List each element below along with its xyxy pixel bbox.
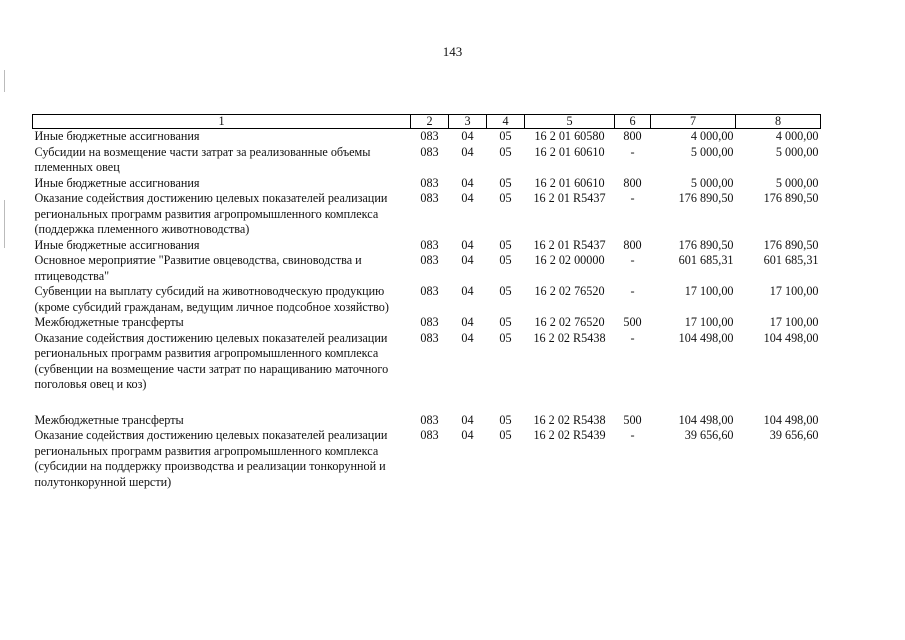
row-cell-4: 05 <box>499 253 512 267</box>
row-cell-5: 16 2 02 76520 <box>534 284 605 298</box>
row-name: Иные бюджетные ассигнования <box>34 175 200 190</box>
row-cell-8: 601 685,31 <box>763 253 819 267</box>
table-row <box>33 413 821 429</box>
row-cell-2: 083 <box>420 330 439 345</box>
row-cell-6: 800 <box>623 129 642 143</box>
column-header-5: 5 <box>525 115 615 129</box>
row-cell-8: 176 890,50 <box>763 191 819 205</box>
row-cell-4: 05 <box>499 428 512 442</box>
row-cell-3: 04 <box>461 129 474 143</box>
row-cell-8: 176 890,50 <box>763 237 819 252</box>
row-name: Субвенции на выплату субсидий на животноводческую продукцию (кроме субсидий гражданам, ведущим личное подсобное хозяйство) <box>34 284 389 314</box>
table-row <box>33 331 821 393</box>
row-cell-2: 083 <box>420 284 439 298</box>
row-name: Межбюджетные трансферты <box>34 315 184 329</box>
row-cell-5: 16 2 02 00000 <box>534 253 605 267</box>
row-cell-8: 5 000,00 <box>775 175 819 190</box>
row-name: Оказание содействия достижению целевых показателей реализации региональных программ развития агропромышленного комплекса (поддержка племенного животноводства) <box>34 191 388 236</box>
budget-table <box>32 114 821 490</box>
row-cell-8: 4 000,00 <box>775 129 819 143</box>
table-row <box>33 129 821 145</box>
row-cell-7: 176 890,50 <box>678 191 734 205</box>
row-cell-8: 17 100,00 <box>769 284 819 298</box>
row-cell-6: - <box>630 191 635 205</box>
row-cell-4: 05 <box>499 144 512 159</box>
row-cell-6: - <box>630 253 635 267</box>
row-cell-4: 05 <box>499 315 512 329</box>
row-cell-2: 083 <box>420 175 439 190</box>
row-cell-8: 104 498,00 <box>763 412 819 427</box>
row-cell-7: 104 498,00 <box>678 412 734 427</box>
row-cell-7: 4 000,00 <box>690 129 734 143</box>
row-cell-2: 083 <box>420 428 439 442</box>
table-row <box>33 145 821 176</box>
row-name: Межбюджетные трансферты <box>34 412 184 427</box>
row-cell-5: 16 2 02 R5439 <box>533 428 606 442</box>
row-cell-4: 05 <box>499 412 512 427</box>
row-cell-2: 083 <box>420 315 439 329</box>
row-cell-3: 04 <box>461 330 474 345</box>
row-cell-7: 17 100,00 <box>684 284 734 298</box>
row-cell-2: 083 <box>420 129 439 143</box>
row-cell-2: 083 <box>420 237 439 252</box>
row-cell-6: 500 <box>623 315 642 329</box>
row-cell-6: 500 <box>623 412 642 427</box>
row-cell-7: 5 000,00 <box>690 144 734 159</box>
row-cell-4: 05 <box>499 129 512 143</box>
row-name: Субсидии на возмещение части затрат за реализованные объемы племенных овец <box>34 144 371 174</box>
row-cell-5: 16 2 01 60580 <box>534 129 605 143</box>
row-cell-3: 04 <box>461 144 474 159</box>
row-cell-4: 05 <box>499 175 512 190</box>
row-cell-8: 17 100,00 <box>769 315 819 329</box>
scan-edge-mark <box>4 70 5 92</box>
row-cell-8: 104 498,00 <box>763 330 819 345</box>
row-cell-5: 16 2 01 R5437 <box>533 237 606 252</box>
row-cell-8: 5 000,00 <box>775 144 819 159</box>
row-cell-8: 39 656,60 <box>769 428 819 442</box>
row-cell-5: 16 2 01 60610 <box>534 175 605 190</box>
column-header-3: 3 <box>449 115 487 129</box>
row-cell-5: 16 2 01 60610 <box>534 144 605 159</box>
row-cell-7: 17 100,00 <box>684 315 734 329</box>
row-cell-6: - <box>630 284 635 298</box>
row-cell-3: 04 <box>461 284 474 298</box>
header-row <box>33 115 821 129</box>
row-cell-3: 04 <box>461 428 474 442</box>
row-cell-7: 601 685,31 <box>678 253 734 267</box>
row-cell-4: 05 <box>499 284 512 298</box>
row-cell-6: - <box>630 428 635 442</box>
row-cell-2: 083 <box>420 412 439 427</box>
row-cell-6: 800 <box>623 175 642 190</box>
row-cell-7: 5 000,00 <box>690 175 734 190</box>
table-row <box>33 253 821 284</box>
row-cell-4: 05 <box>499 330 512 345</box>
row-cell-3: 04 <box>461 191 474 205</box>
column-header-7: 7 <box>651 115 736 129</box>
page-number: 143 <box>442 44 463 59</box>
table-row <box>33 191 821 238</box>
row-cell-7: 176 890,50 <box>678 237 734 252</box>
table-row <box>33 176 821 192</box>
row-name: Оказание содействия достижению целевых показателей реализации региональных программ развития агропромышленного комплекса (субвенции на возмещение части затрат по наращиванию маточного поголовья овец и коз) <box>34 330 389 391</box>
row-name: Иные бюджетные ассигнования <box>34 237 200 252</box>
row-name: Иные бюджетные ассигнования <box>34 129 200 143</box>
row-cell-2: 083 <box>420 253 439 267</box>
row-cell-6: 800 <box>623 237 642 252</box>
column-header-6: 6 <box>615 115 651 129</box>
column-header-8: 8 <box>736 115 821 129</box>
row-cell-3: 04 <box>461 253 474 267</box>
row-cell-3: 04 <box>461 315 474 329</box>
column-header-4: 4 <box>487 115 525 129</box>
row-cell-3: 04 <box>461 237 474 252</box>
row-cell-4: 05 <box>499 237 512 252</box>
table-row <box>33 238 821 254</box>
row-cell-5: 16 2 02 R5438 <box>533 330 606 345</box>
column-header-1: 1 <box>33 115 411 129</box>
table-row <box>33 284 821 315</box>
row-name: Основное мероприятие "Развитие овцеводства, свиноводства и птицеводства" <box>34 253 362 283</box>
row-cell-3: 04 <box>461 175 474 190</box>
row-cell-2: 083 <box>420 144 439 159</box>
row-cell-4: 05 <box>499 191 512 205</box>
row-cell-5: 16 2 02 R5438 <box>533 412 606 427</box>
row-cell-6: - <box>630 330 635 345</box>
row-cell-7: 104 498,00 <box>678 330 734 345</box>
row-name: Оказание содействия достижению целевых показателей реализации региональных программ развития агропромышленного комплекса (субсидии на поддержку производства и реализации тонкорунной и полутонкорунной шерсти) <box>34 428 388 489</box>
row-cell-3: 04 <box>461 412 474 427</box>
column-header-2: 2 <box>411 115 449 129</box>
table-row <box>33 315 821 331</box>
table-row <box>33 428 821 490</box>
scan-edge-mark <box>4 200 5 248</box>
row-cell-5: 16 2 02 76520 <box>534 315 605 329</box>
spacer-cell <box>33 393 821 413</box>
row-cell-6: - <box>630 144 635 159</box>
row-cell-5: 16 2 01 R5437 <box>533 191 606 205</box>
row-cell-2: 083 <box>420 191 439 205</box>
row-cell-7: 39 656,60 <box>684 428 734 442</box>
spacer-row <box>33 393 821 413</box>
